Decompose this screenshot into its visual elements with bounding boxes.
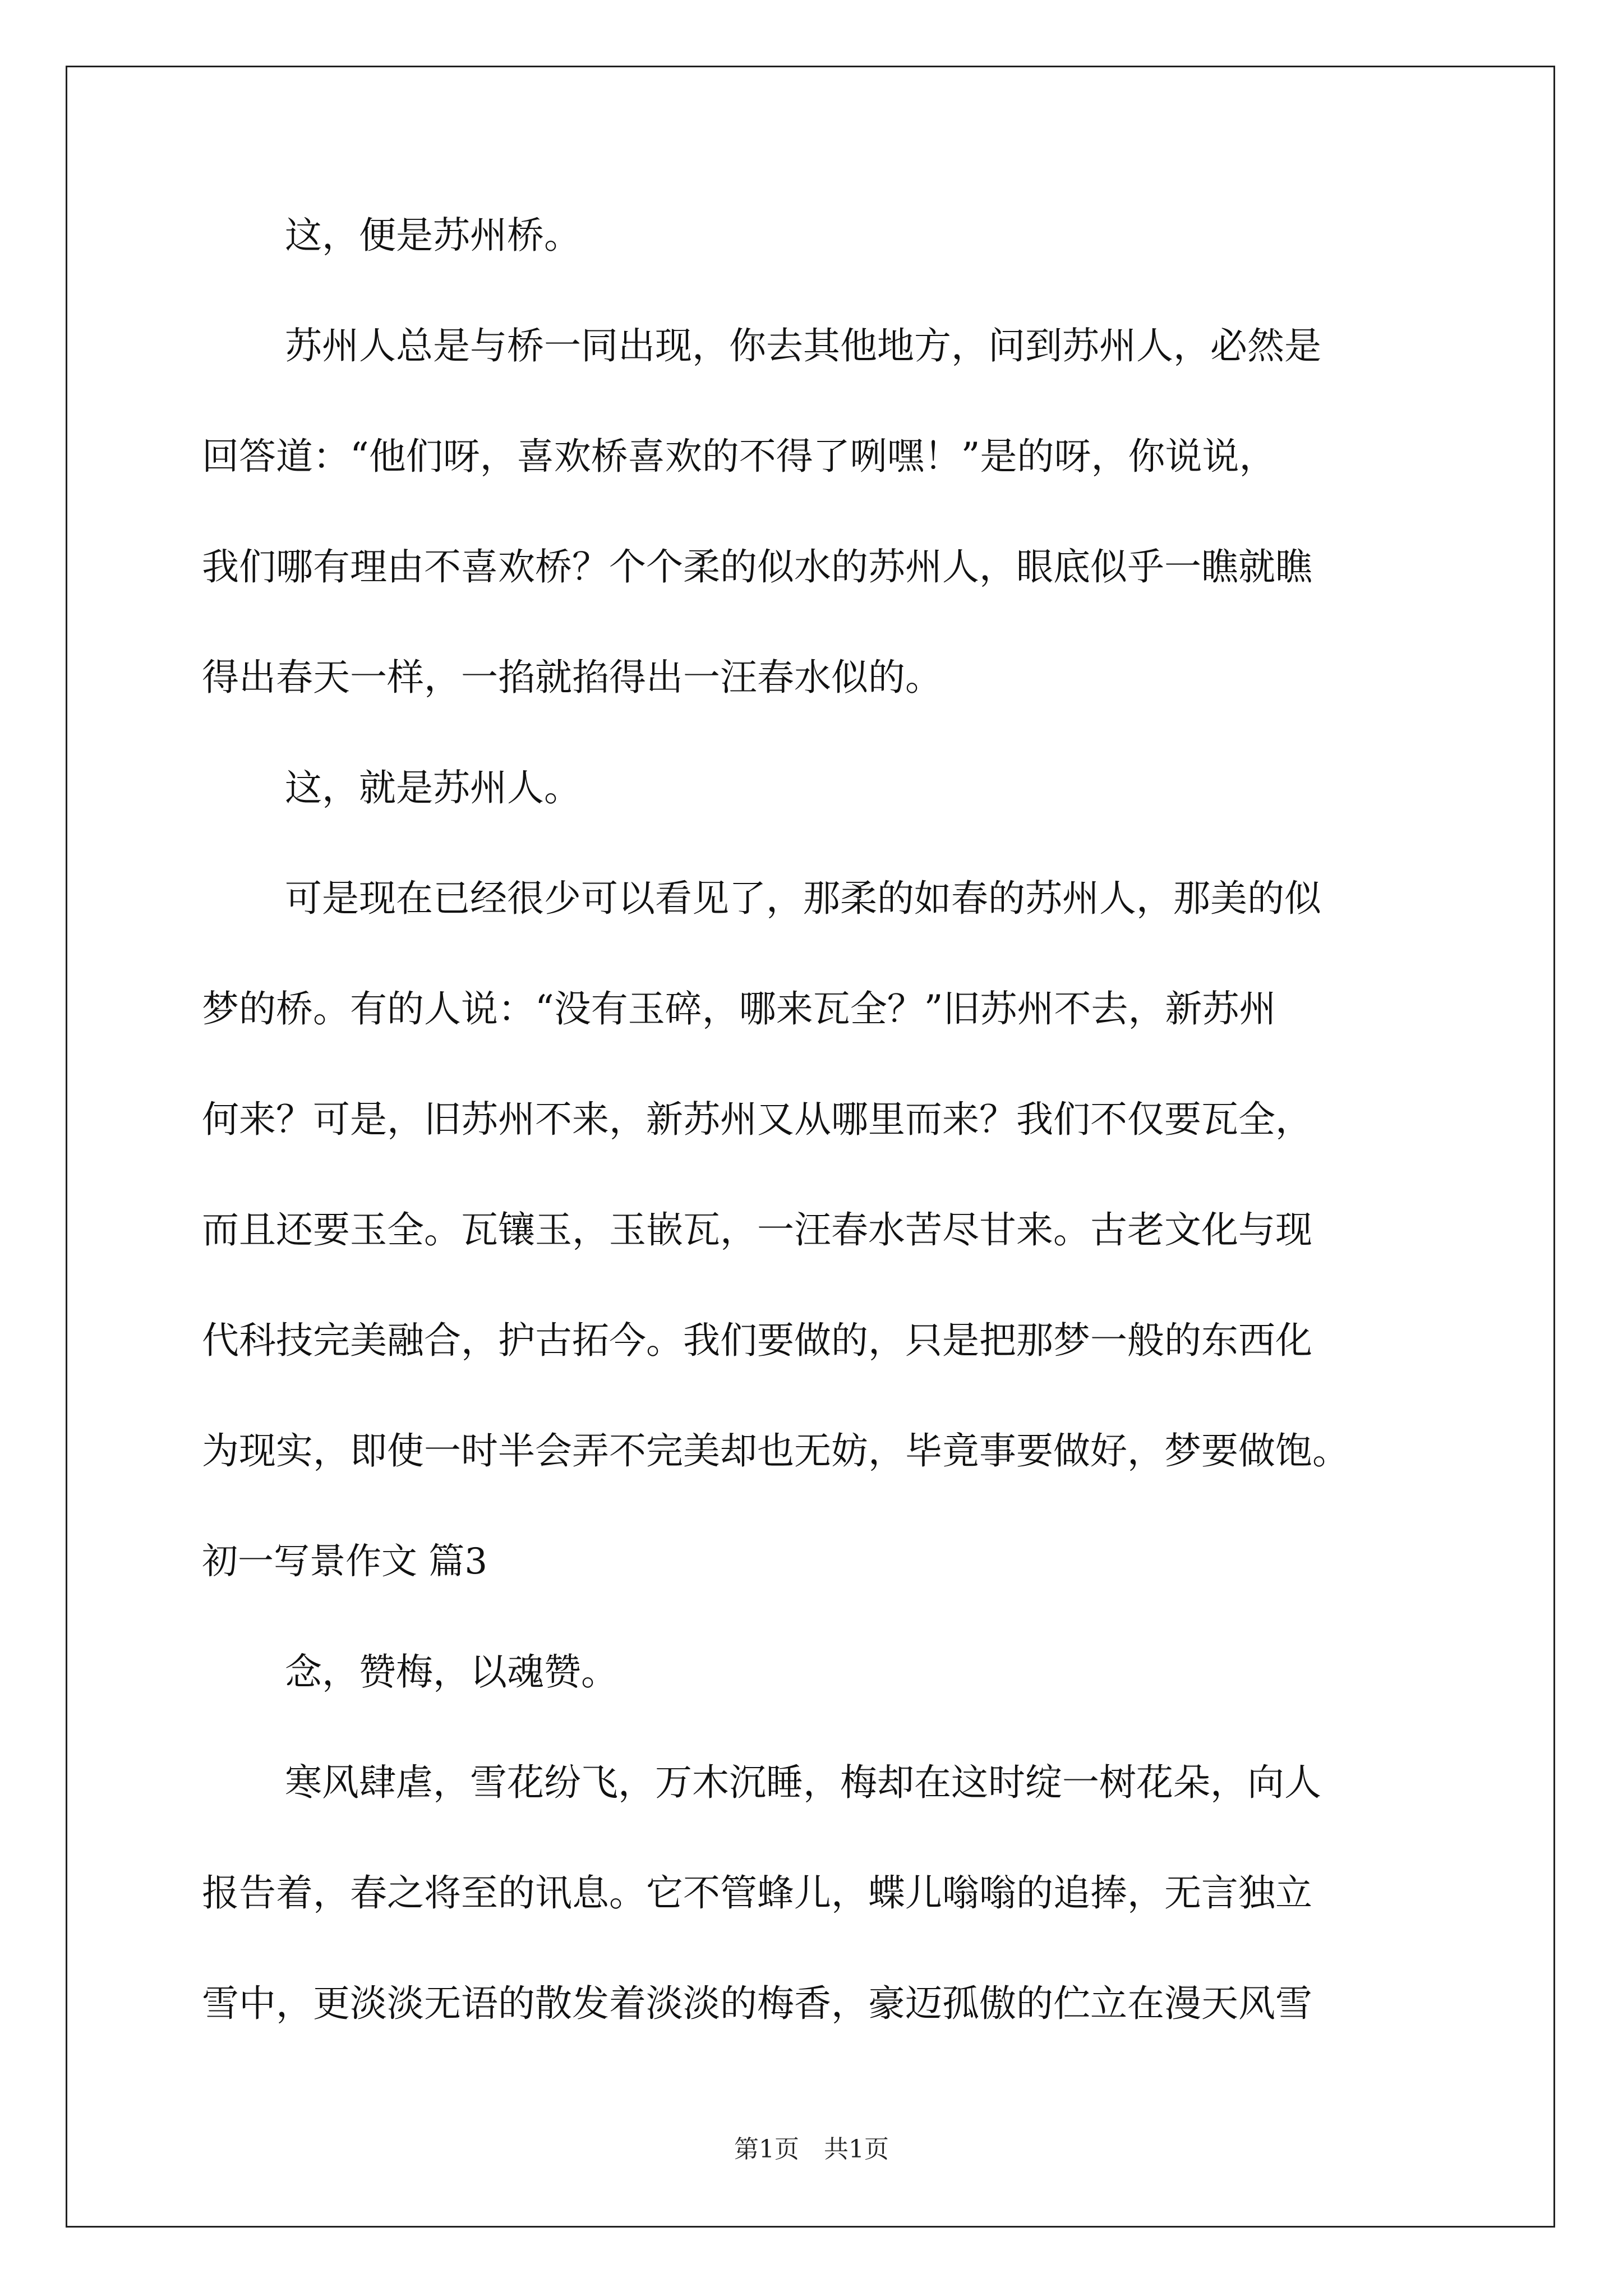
- paragraph-line: 代科技完美融合，护古拓今。我们要做的，只是把那梦一般的东西化: [202, 1319, 1312, 1362]
- paragraph-line: 我们哪有理由不喜欢桥？个个柔的似水的苏州人，眼底似乎一瞧就瞧: [202, 545, 1312, 588]
- page-number-footer: 第1页 共1页: [734, 2135, 889, 2164]
- paragraph-line: 可是现在已经很少可以看见了，那柔的如春的苏州人，那美的似: [285, 877, 1321, 920]
- paragraph-line: 苏州人总是与桥一同出现，你去其他地方，问到苏州人，必然是: [285, 324, 1321, 367]
- paragraph-line: 梦的桥。有的人说：“没有玉碎，哪来瓦全？”旧苏州不去，新苏州: [202, 987, 1276, 1030]
- paragraph-line: 念，赞梅，以魂赞。: [285, 1650, 618, 1694]
- paragraph-line: 得出春天一样，一掐就掐得出一汪春水似的。: [202, 656, 942, 699]
- paragraph-line: 寒风肆虐，雪花纷飞，万木沉睡，梅却在这时绽一树花朵，向人: [285, 1761, 1321, 1804]
- paragraph-line: 何来？可是，旧苏州不来，新苏州又从哪里而来？我们不仅要瓦全，: [202, 1098, 1312, 1141]
- document-body: [202, 202, 1441, 2081]
- paragraph-line: 雪中，更淡淡无语的散发着淡淡的梅香，豪迈孤傲的伫立在漫天风雪: [202, 1982, 1312, 2025]
- paragraph-line: 回答道：“他们呀，喜欢桥喜欢的不得了咧嘿！”是的呀，你说说，: [202, 435, 1276, 478]
- paragraph-line: 这，就是苏州人。: [285, 766, 581, 809]
- paragraph-line: 而且还要玉全。瓦镶玉，玉嵌瓦，一汪春水苦尽甘来。古老文化与现: [202, 1208, 1312, 1251]
- paragraph-line: 为现实，即使一时半会弄不完美却也无妨，毕竟事要做好，梦要做饱。: [202, 1429, 1349, 1473]
- paragraph-line: 报告着，春之将至的讯息。它不管蜂儿，蝶儿嗡嗡的追捧，无言独立: [202, 1871, 1312, 1915]
- section-heading: 初一写景作文 篇3: [202, 1541, 488, 1582]
- paragraph-line: 这，便是苏州桥。: [285, 214, 581, 257]
